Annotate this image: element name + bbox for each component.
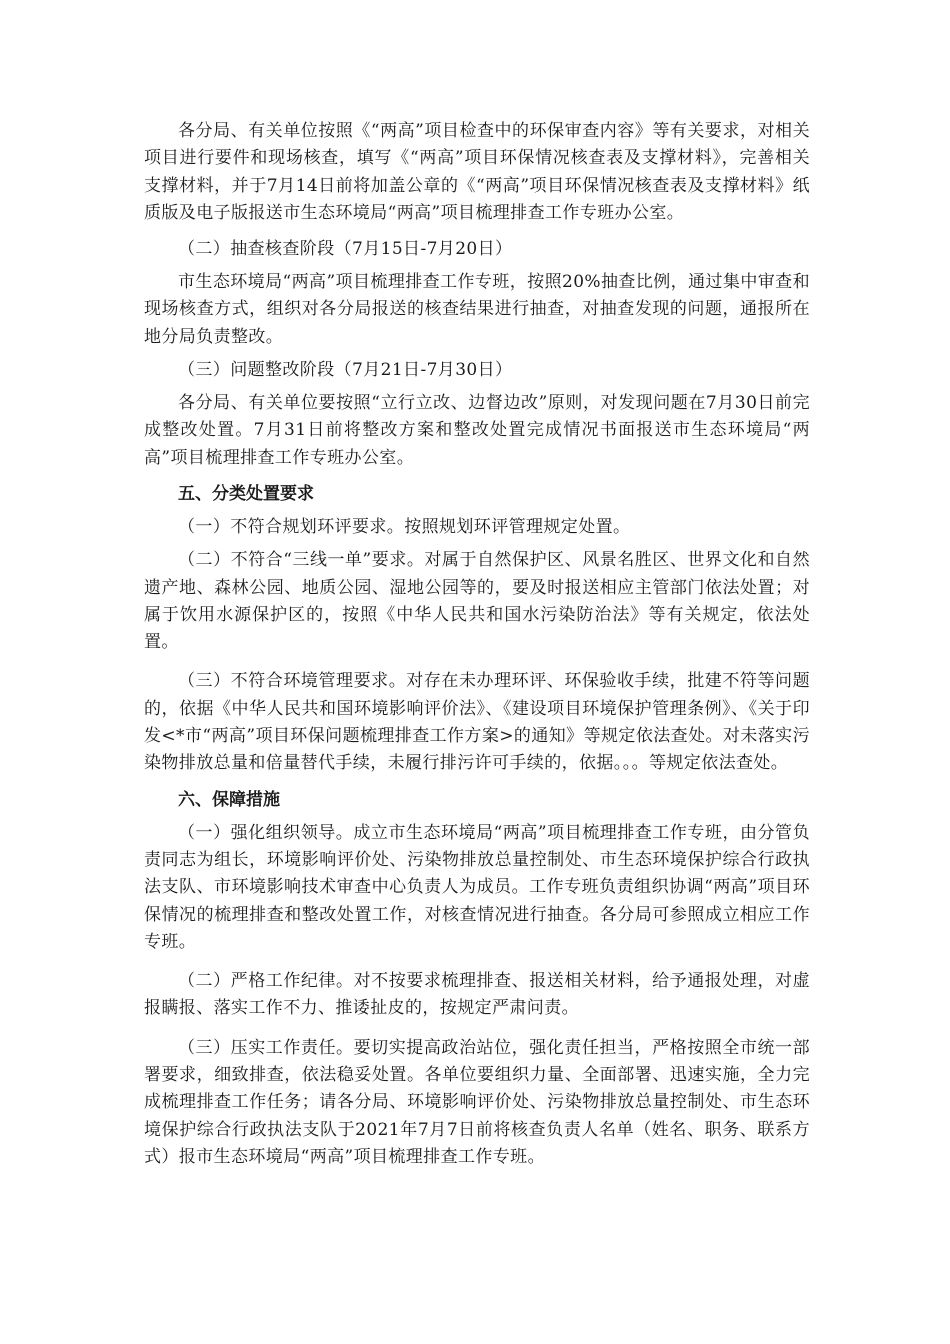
paragraph-stage2-body: 市生态环境局“两高”项目梳理排查工作专班，按照20%抽查比例，通过集中审查和现场核查方式，组织对各分局报送的核查结果进行抽查，对抽查发现的问题，通报所在地分局负责整改。 xyxy=(144,272,810,347)
section-heading-safeguards: 六、保障措施 xyxy=(178,789,280,810)
document-page xyxy=(144,118,810,1171)
paragraph-three-lines: （二）不符合“三线一单”要求。对属于自然保护区、风景名胜区、世界文化和自然遗产地、森林公园、地质公园、湿地公园等的，要及时报送相应主管部门依法处置；对属于饮用水源保护区的，按照《中华人民共和国水污染防治法》等有关规定，依法处置。 xyxy=(144,550,810,653)
paragraph-planning-eia: （一）不符合规划环评要求。按照规划环评管理规定处置。 xyxy=(178,516,631,537)
paragraph-responsibility: （三）压实工作责任。要切实提高政治站位，强化责任担当，严格按照全市统一部署要求，细致排查，依法稳妥处置。各单位要组织力量、全面部署、迅速实施，全力完成梳理排查工作任务；请各分局、环境影响评价处、污染物排放总量控制处、市生态环境保护综合行政执法支队于2021年7月7日前将核查负责人名单（姓名、职务、联系方式）报市生态环境局“两高”项目梳理排查工作专班。 xyxy=(144,1037,810,1167)
paragraph-stage1-body: 各分局、有关单位按照《“两高”项目检查中的环保审查内容》等有关要求，对相关项目进行要件和现场核查，填写《“两高”项目环保情况核查表及支撑材料》，完善相关支撑材料，并于7月14日前将加盖公章的《“两高”项目环保情况核查表及支撑材料》纸质版及电子版报送市生态环境局“两高”项目梳理排查工作专班办公室。 xyxy=(144,121,810,223)
stage-heading-spot-check: （二）抽查核查阶段（7月15日-7月20日） xyxy=(178,239,513,260)
paragraph-stage3-body: 各分局、有关单位要按照“立行立改、边督边改”原则，对发现问题在7月30日前完成整改处置。7月31日前将整改方案和整改处置完成情况书面报送市生态环境局“两高”项目梳理排查工作专班办公室。 xyxy=(144,393,810,468)
section-heading-classification: 五、分类处置要求 xyxy=(178,483,314,504)
paragraph-organization: （一）强化组织领导。成立市生态环境局“两高”项目梳理排查工作专班，由分管负责同志为组长，环境影响评价处、污染物排放总量控制处、市生态环境保护综合行政执法支队、市环境影响技术审查中心负责人为成员。工作专班负责组织协调“两高”项目环保情况的梳理排查和整改处置工作，对核查情况进行抽查。各分局可参照成立相应工作专班。 xyxy=(144,822,810,952)
paragraph-discipline: （二）严格工作纪律。对不按要求梳理排查、报送相关材料，给予通报处理，对虚报瞒报、落实工作不力、推诿扯皮的，按规定严肃问责。 xyxy=(144,971,810,1019)
stage-heading-rectification: （三）问题整改阶段（7月21日-7月30日） xyxy=(178,360,513,381)
paragraph-env-management: （三）不符合环境管理要求。对存在未办理环评、环保验收手续，批建不符等问题的，依据《中华人民共和国环境影响评价法》、《建设项目环境保护管理条例》、《关于印发<*市“两高”项目环保问题梳理排查工作方案>的通知》等规定依法查处。对未落实污染物排放总量和倍量替代手续，未履行排污许可手续的，依据。。。等规定依法查处。 xyxy=(144,671,810,774)
